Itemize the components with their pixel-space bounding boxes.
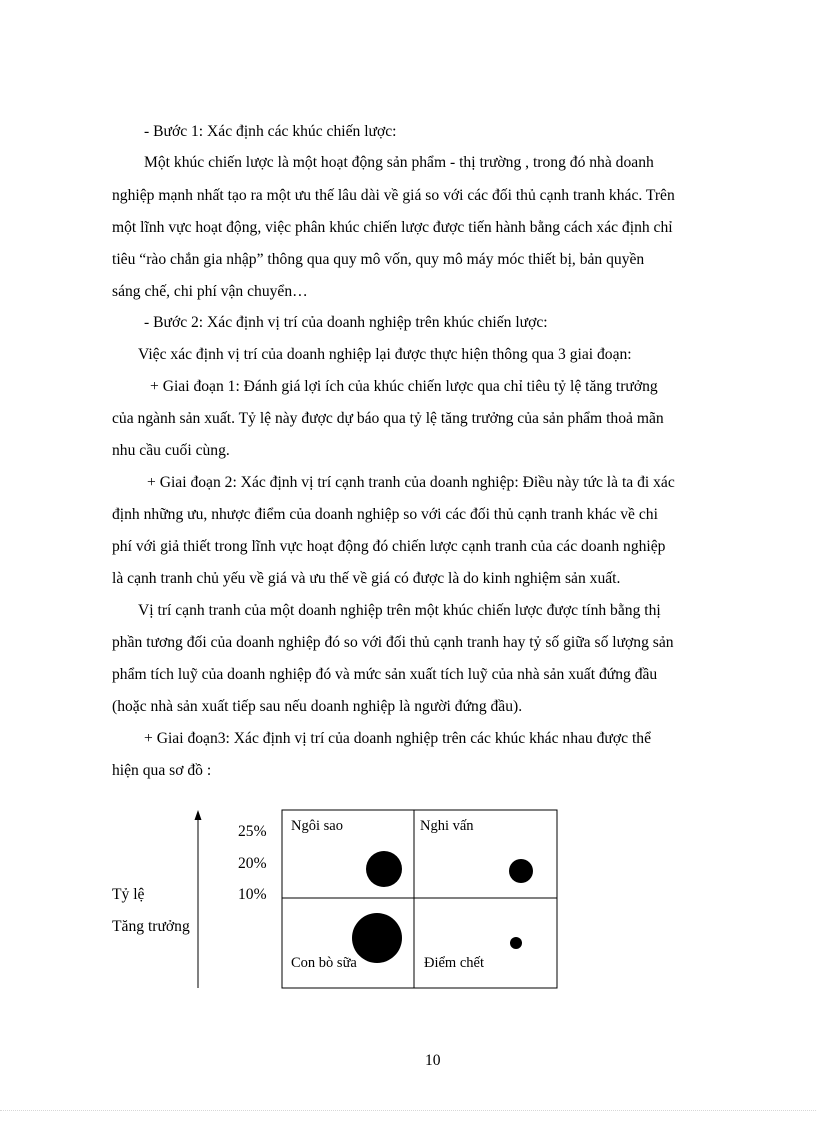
y-axis-arrowhead — [195, 810, 202, 820]
star-business-dot — [366, 851, 402, 887]
page-bottom-divider — [0, 1110, 816, 1111]
quadrant-cash-cow-label: Con bò sữa — [291, 955, 357, 971]
step2-heading: - Bước 2: Xác định vị trí của doanh nghiệp trên khúc chiến lược: — [144, 314, 548, 331]
phase3-line: + Giai đoạn3: Xác định vị trí của doanh nghiệp trên các khúc khác nhau được thể — [144, 730, 651, 747]
phase1-line: + Giai đoạn 1: Đánh giá lợi ích của khúc chiến lược qua chỉ tiêu tỷ lệ tăng trưởng — [150, 378, 658, 395]
quadrant-star-label: Ngôi sao — [291, 818, 343, 834]
paragraph-line: (hoặc nhà sản xuất tiếp sau nếu doanh nghiệp là người đứng đầu). — [112, 698, 523, 715]
paragraph-line: tiêu “rào chắn gia nhập” thông qua quy mô vốn, quy mô máy móc thiết bị, bản quyền — [112, 251, 645, 268]
tick-label-25: 25% — [238, 823, 267, 840]
paragraph-line: phần tương đối của doanh nghiệp đó so với đối thủ cạnh tranh hay tỷ số giữa số lượng sản — [112, 634, 674, 651]
dog-business-dot — [510, 937, 522, 949]
paragraph-line: phẩm tích luỹ của doanh nghiệp đó và mức sản xuất tích luỹ của nhà sản xuất đứng đầu — [112, 666, 658, 683]
paragraph-line: Một khúc chiến lược là một hoạt động sản phẩm - thị trường , trong đó nhà doanh — [144, 154, 654, 171]
cash-cow-business-dot — [352, 913, 402, 963]
page-number: 10 — [425, 1052, 441, 1069]
paragraph-line: là cạnh tranh chủ yếu về giá và ưu thế về giá có được là do kinh nghiệm sản xuất. — [112, 570, 621, 587]
y-axis-label-rate: Tỷ lệ — [112, 886, 145, 903]
phase2-line: + Giai đoạn 2: Xác định vị trí cạnh tranh của doanh nghiệp: Điều này tức là ta đi xác — [147, 474, 675, 491]
paragraph-line: phí với giả thiết trong lĩnh vực hoạt động đó chiến lược cạnh tranh của các doanh nghiệp — [112, 538, 666, 555]
paragraph-line: định những ưu, nhược điểm của doanh nghiệp so với các đối thủ cạnh tranh khác về chi — [112, 506, 658, 523]
quadrant-dog-label: Điểm chết — [424, 955, 484, 971]
step1-heading: - Bước 1: Xác định các khúc chiến lược: — [144, 123, 397, 140]
paragraph-line: sáng chế, chi phí vận chuyển… — [112, 283, 308, 300]
paragraph-line: nhu cầu cuối cùng. — [112, 442, 230, 459]
y-axis-label-growth: Tăng trưởng — [112, 918, 190, 935]
question-business-dot — [509, 859, 533, 883]
paragraph-line: Vị trí cạnh tranh của một doanh nghiệp trên một khúc chiến lược được tính bằng thị — [138, 602, 661, 619]
quadrant-question-label: Nghi vấn — [420, 818, 474, 834]
paragraph-line: hiện qua sơ đồ : — [112, 762, 212, 779]
paragraph-line: nghiệp mạnh nhất tạo ra một ưu thế lâu dài về giá so với các đối thủ cạnh tranh khác. Trên — [112, 187, 675, 204]
paragraph-line: một lĩnh vực hoạt động, việc phân khúc chiến lược được tiến hành bằng cách xác định chỉ — [112, 219, 673, 236]
tick-label-20: 20% — [238, 855, 267, 872]
paragraph-line: Việc xác định vị trí của doanh nghiệp lại được thực hiện thông qua 3 giai đoạn: — [138, 346, 632, 363]
tick-label-10: 10% — [238, 886, 267, 903]
paragraph-line: của ngành sản xuất. Tỷ lệ này được dự báo qua tỷ lệ tăng trưởng của sản phẩm thoả mãn — [112, 410, 664, 427]
